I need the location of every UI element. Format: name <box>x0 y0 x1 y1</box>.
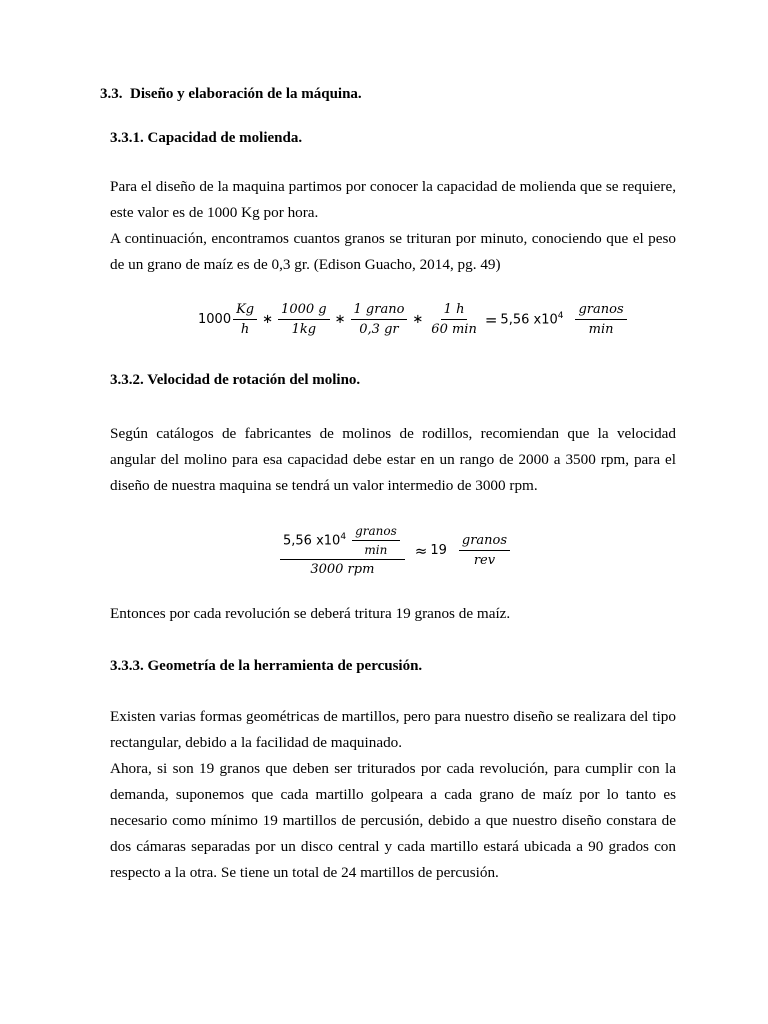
subsection-number: 3.3.1. <box>110 130 144 146</box>
fraction-denominator: h <box>240 322 250 337</box>
fraction-h-min <box>428 302 480 337</box>
paragraph-conclusion-velocidad <box>110 601 676 627</box>
multiply-symbol: ∗ <box>262 312 274 327</box>
paragraph-capacidad <box>110 174 676 278</box>
section-title: Diseño y elaboración de la máquina. <box>130 86 362 102</box>
equation-granos-por-revolucion <box>278 524 512 577</box>
section-heading <box>100 86 362 103</box>
subsection-heading-capacidad <box>110 130 302 147</box>
fraction-kg-h <box>233 302 257 337</box>
fraction-numerator: 1000 g <box>278 302 330 320</box>
fraction-denominator: min <box>588 322 614 337</box>
text-line: Existen varias formas geométricas de martillos, pero para nuestro diseño se realizara del tipo <box>110 708 676 725</box>
text-line: demanda, suponemos que cada martillo golpeara a cada grano de maíz por lo tanto es <box>110 786 676 803</box>
fraction-numerator: Kg <box>233 302 257 320</box>
fraction-denominator: rev <box>473 553 496 568</box>
equals-symbol: = <box>484 310 498 329</box>
fraction-granos-min <box>575 302 626 337</box>
fraction-granos-rev <box>459 533 510 568</box>
text-line: respecto a la otra. Se tiene un total de 24 martillos de percusión. <box>110 864 499 881</box>
approx-symbol: ≈ <box>414 541 428 560</box>
text-line: necesario como mínimo 19 martillos de percusión, debido a que nuestro diseño constara de <box>110 812 676 829</box>
eq-result <box>500 311 563 327</box>
fraction-denominator: 3000 rpm <box>310 562 375 577</box>
fraction-numerator: granos <box>459 533 510 551</box>
text-line: este valor es de 1000 Kg por hora. <box>110 204 319 221</box>
fraction-numerator: granos <box>352 524 400 541</box>
value-exponent: 4 <box>340 532 347 543</box>
subsection-heading-velocidad <box>110 372 360 389</box>
paragraph-velocidad <box>110 421 676 499</box>
subsection-title: Geometría de la herramienta de percusión. <box>147 658 423 674</box>
text-line: Según catálogos de fabricantes de molinos de rodillos, recomiendan que la velocidad <box>110 425 676 442</box>
result-value: 5,56 x10 <box>500 312 558 328</box>
equation-granos-por-minuto <box>198 302 629 337</box>
text-line: Entonces por cada revolución se deberá tritura 19 granos de maíz. <box>110 605 511 622</box>
text-line: Ahora, si son 19 granos que deben ser triturados por cada revolución, para cumplir con la <box>110 760 676 777</box>
fraction-granos-min <box>352 524 400 557</box>
result-exponent: 4 <box>557 311 564 322</box>
numerator-value <box>283 532 346 548</box>
value-text: 5,56 x10 <box>283 533 341 549</box>
fraction-denominator: 60 min <box>431 322 477 337</box>
text-line: dos cámaras separadas por un disco central y cada martillo estará ubicada a 90 grados con <box>110 838 676 855</box>
text-line: A continuación, encontramos cuantos granos se trituran por minuto, conociendo que el peso <box>110 230 676 247</box>
fraction-numerator: granos <box>575 302 626 320</box>
subsection-title: Capacidad de molienda. <box>147 130 303 146</box>
subsection-heading-geometria <box>110 658 422 675</box>
fraction-denominator: 0,3 gr <box>359 322 399 337</box>
text-line: rectangular, debido a la facilidad de maquinado. <box>110 734 403 751</box>
subsection-number: 3.3.2. <box>110 372 144 388</box>
fraction-numerator: 1 grano <box>351 302 408 320</box>
fraction-g-kg <box>278 302 330 337</box>
subsection-title: Velocidad de rotación del molino. <box>147 372 361 388</box>
fraction-denominator: min <box>364 543 388 557</box>
eq-coefficient: 1000 <box>198 312 232 327</box>
eq-result: 19 <box>430 543 447 558</box>
section-number: 3.3. <box>100 86 123 102</box>
text-line: angular del molino para esa capacidad debe estar en un rango de 2000 a 3500 rpm, para el <box>110 451 676 468</box>
text-line: diseño de nuestra maquina se tendrá un valor intermedio de 3000 rpm. <box>110 477 538 494</box>
fraction-numerator: 1 h <box>441 302 468 320</box>
fraction-main <box>280 524 405 577</box>
multiply-symbol: ∗ <box>334 312 346 327</box>
fraction-grano-gr <box>351 302 408 337</box>
text-line: Para el diseño de la maquina partimos por conocer la capacidad de molienda que se requiere, <box>110 178 676 195</box>
multiply-symbol: ∗ <box>412 312 424 327</box>
text-line: de un grano de maíz es de 0,3 gr. (Edison Guacho, 2014, pg. 49) <box>110 256 501 273</box>
fraction-numerator <box>280 524 405 560</box>
paragraph-geometria <box>110 704 676 886</box>
subsection-number: 3.3.3. <box>110 658 144 674</box>
fraction-denominator: 1kg <box>291 322 317 337</box>
